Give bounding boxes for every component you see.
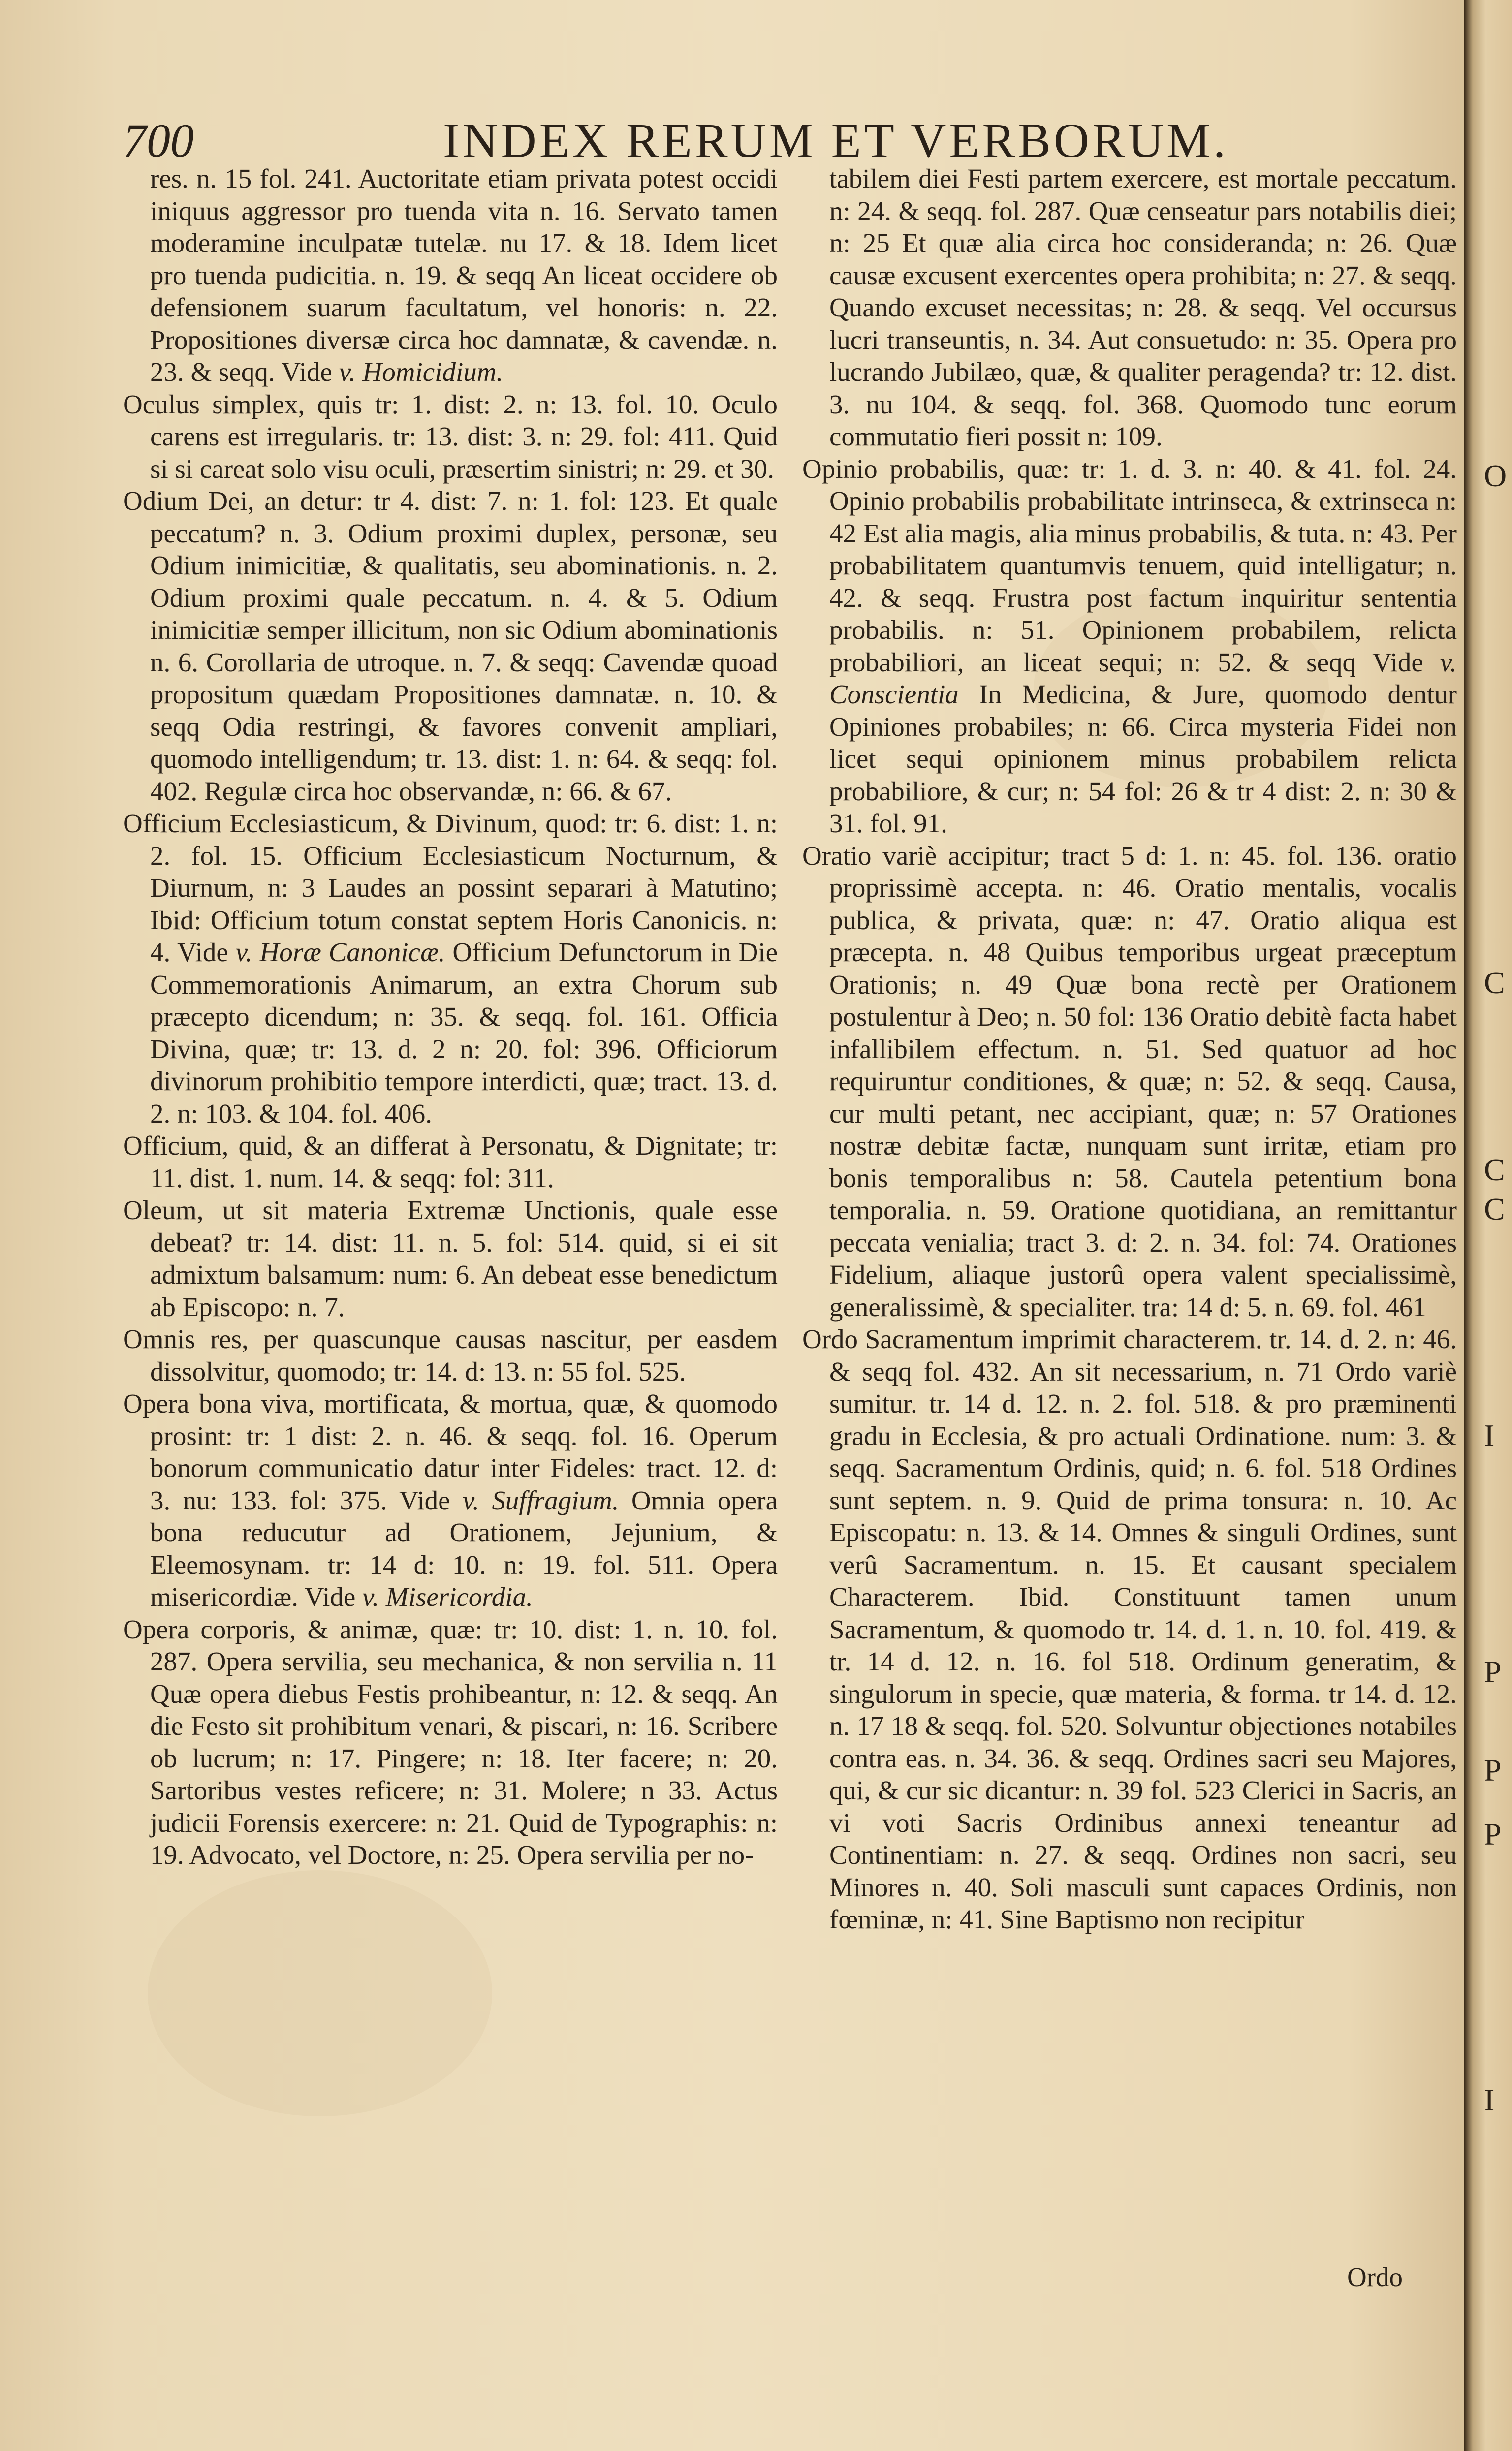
entry-text: res. n. 15 fol. 241. Auctoritate etiam privata potest occidi iniquus aggressor pro tuenda vita n. 16. Servato tamen moderamine inculpatæ tutelæ. nu 17. & 18. Idem licet pro tuenda pudicitia. n. 19. & seqq An liceat occidere ob defensionem suarum facultatum, vel honoris: n. 22. Propositiones diversæ circa hoc damnatæ, & cavendæ. n. 23. & seqq. Vide — [150, 163, 778, 387]
cross-reference: v. Misericordia. — [362, 1582, 533, 1612]
index-entry — [123, 1130, 778, 1194]
facing-page-letter: I — [1484, 1418, 1495, 1453]
entry-text: tabilem diei Festi partem exercere, est mortale peccatum. n: 24. & seqq. fol. 287. Quæ censeatur pars notabilis diei; n: 25 Et quæ alia circa hoc consideranda; n: 26. Quæ causæ excusent exercentes opera prohibita; n: 27. & seqq. Quando excuset necessitas; n: 28. & seqq. Vel occursus lucri transeuntis, n. 34. Aut consuetudo: n: 35. Opera pro lucrando Jubilæo, quæ, & qualiter peragenda? tr: 12. dist. 3. nu 104. & seqq. fol. 368. Quomodo tunc eorum commutatio fieri possit n: 109. — [829, 163, 1457, 451]
catchword: Ordo — [1347, 2262, 1403, 2292]
entry-text: Officium Defunctorum in Die Commemorationis Animarum, an extra Chorum sub præcepto dicendum; n: 35. & seqq. fol. 161. Officia Divina, quæ; tr: 13. d. 2 n: 20. fol: 396. Officiorum divinorum prohibitio tempore interdicti, quæ; tract. 13. d. 2. n: 103. & 104. fol. 406. — [150, 937, 778, 1129]
index-entry — [123, 1194, 778, 1323]
index-entry — [123, 807, 778, 1130]
index-entry — [802, 453, 1457, 840]
index-entry — [802, 1323, 1457, 1936]
facing-page-edge — [1464, 0, 1512, 2451]
entry-text: Officium, quid, & an differat à Personatu, & Dignitate; tr: 11. dist. 1. num. 14. & seqq: fol: 311. — [123, 1131, 778, 1193]
facing-page-letter: C — [1484, 1152, 1505, 1187]
cross-reference: v. Homicidium. — [339, 357, 504, 387]
facing-page-letter: I — [1484, 2082, 1495, 2117]
facing-page-letter: P — [1484, 1654, 1502, 1689]
index-entry — [802, 840, 1457, 1323]
running-head: INDEX RERUM ET VERBORUM. — [443, 113, 1228, 168]
facing-page-letter: O — [1484, 458, 1507, 493]
facing-page-letter: C — [1484, 1192, 1505, 1226]
entry-text: Officium Ecclesiasticum, & Divinum, quod: tr: 6. dist: 1. n: 2. fol. 15. Officium Ecclesiasticum Nocturnum, & Diurnum, n: 3 Laudes an possint separari à Matutino; Ibid: Officium totum constat septem Horis Canonicis. n: 4. Vide — [123, 808, 778, 967]
entry-text: Omnis res, per quascunque causas nascitur, per easdem dissolvitur, quomodo; tr: 14. d: 13. n: 55 fol. 525. — [123, 1324, 778, 1386]
index-entry — [123, 162, 778, 388]
entry-text: In Medicina, & Jure, quomodo dentur Opiniones probabiles; n: 66. Circa mysteria Fidei non licet sequi opinionem minus probabilem relicta probabiliore, & cur; n: 54 fol: 26 & tr 4 dist: 2. n: 30 & 31. fol. 91. — [829, 679, 1457, 838]
entry-text: Opinio probabilis, quæ: tr: 1. d. 3. n: 40. & 41. fol. 24. Opinio probabilis probabilitate intrinseca, & extrinseca n: 42 Est alia magis, alia minus probabilis, & tuta. n: 43. Per probabilitatem quantumvis tenuem, quid intelligatur; n. 42. & seqq. Frustra post factum inquiritur sententia probabilis. n: 51. Opinionem probabilem, relicta probabiliori, an liceat sequi; n: 52. & seqq Vide — [802, 453, 1457, 677]
facing-page-letter: P — [1484, 1817, 1502, 1852]
left-column — [123, 162, 778, 1871]
index-entry — [123, 485, 778, 807]
entry-text: Opera bona viva, mortificata, & mortua, quæ, & quomodo prosint: tr: 1 dist: 2. n. 46. & seqq. fol. 16. Operum bonorum communicatio datur inter Fideles: tract. 12. d: 3. nu: 133. fol: 375. Vide — [123, 1388, 778, 1515]
facing-page-letter: C — [1484, 965, 1505, 1000]
index-entry — [123, 1387, 778, 1613]
entry-text: Oratio variè accipitur; tract 5 d: 1. n: 45. fol. 136. oratio proprissimè accepta. n: 46. Oratio mentalis, vocalis publica, & privata, quæ: n: 47. Oratio aliqua est præcepta. n. 48 Quibus temporibus urgeat præceptum Orationis; n. 49 Quæ bona rectè per Orationem postulentur à Deo; n. 50 fol: 136 Oratio debitè facta habet infallibilem effectum. n. 51. Sed quatuor ad hoc requiruntur conditiones, & quæ; n: 52. & seqq. Causa, cur multi petant, nec accipiant, quæ; n: 57 Orationes nostræ debitæ factæ, nunquam sunt irritæ, etiam pro bonis temporalibus n: 58. Cautela petentium bona temporalia. n. 59. Oratione quotidiana, an remittantur peccata venialia; tract 3. d: 2. n. 34. fol: 74. Orationes Fidelium, aliaque justorû opera valent specialissimè, generalissimè, & specialiter. tra: 14 d: 5. n. 69. fol. 461 — [802, 840, 1457, 1322]
entry-text: Oleum, ut sit materia Extremæ Unctionis, quale esse debeat? tr: 14. dist: 11. n. 5. fol: 514. quid, si ei sit admixtum balsamum: num: 6. An debeat esse benedictum ab Episcopo: n. 7. — [123, 1195, 778, 1322]
page-number: 700 — [123, 114, 194, 167]
entry-text: Opera corporis, & animæ, quæ: tr: 10. dist: 1. n. 10. fol. 287. Opera servilia, seu mechanica, & non servilia n. 11 Quæ opera diebus Festis prohibeantur, n: 12. & seqq. An die Festo sit prohibitum venari, & piscari, n: 16. Scribere ob lucrum; n: 17. Pingere; n: 18. Iter facere; n: 20. Sartoribus vestes reficere; n: 31. Molere; n 33. Actus judicii Forensis exercere: n: 21. Quid de Typographis: n: 19. Advocato, vel Doctore, n: 25. Opera servilia per no- — [123, 1614, 778, 1870]
entry-text: Ordo Sacramentum imprimit characterem. tr. 14. d. 2. n: 46. & seqq fol. 432. An sit necessarium, n. 71 Ordo variè sumitur. tr. 14 d. 12. n. 2. fol. 518. & pro præminenti gradu in Ecclesia, & pro actuali Ordinatione. num: 3. & seqq. Sacramentum Ordinis, quid; n. 6. fol. 518 Ordines sunt septem. n. 9. Quid de prima tonsura: n. 10. Ac Episcopatu: n. 13. & 14. Omnes & singuli Ordines, sunt verû Sacramentum. n. 15. Et causant specialem Characterem. Ibid. Constituunt tamen unum Sacramentum, & quomodo tr. 14. d. 1. n. 10. fol. 419. & tr. 14 d. 12. n. 16. fol 518. Ordinum generatim, & singulorum in specie, quæ materia, & forma. tr 14. d. 12. n. 17 18 & seqq. fol. 520. Solvuntur objectiones notabiles contra eas. n. 34. 36. & seqq. Ordines sacri seu Majores, qui, & cur sic dicantur: n. 39 fol. 523 Clerici in Sacris, an vi voti Sacris Ordinibus annexi teneantur ad Continentiam: n. 27. & seqq. Ordines non sacri, seu Minores n. 40. Soli masculi sunt capaces Ordinis, non fœminæ, n: 41. Sine Baptismo non recipitur — [802, 1324, 1457, 1934]
facing-page-letter: P — [1484, 1753, 1502, 1788]
index-entry — [123, 388, 778, 485]
entry-text: Odium Dei, an detur: tr 4. dist: 7. n: 1. fol: 123. Et quale peccatum? n. 3. Odium proximi duplex, personæ, seu Odium inimicitiæ, & qualitatis, seu abominationis. n. 2. Odium proximi quale peccatum. n. 4. & 5. Odium inimicitiæ semper illicitum, non sic Odium abominationis n. 6. Corollaria de utroque. n. 7. & seqq: Cavendæ quoad propositum quædam Propositiones damnatæ. n. 10. & seqq Odia restringi, & favores convenit ampliari, quomodo intelligendum; tr. 13. dist: 1. n: 64. & seqq: fol. 402. Regulæ circa hoc observandæ, n: 66. & 67. — [123, 486, 778, 806]
paper-stain — [148, 1870, 492, 2116]
cross-reference: v. Conscientia — [829, 647, 1457, 709]
entry-text: Oculus simplex, quis tr: 1. dist: 2. n: 13. fol. 10. Oculo carens est irregularis. tr: 13. dist: 3. n: 29. fol: 411. Quid si si careat solo visu oculi, præsertim sinistri; n: 29. et 30. — [123, 389, 778, 484]
cross-reference: v. Horæ Canonicæ. — [235, 937, 445, 967]
index-entry — [802, 162, 1457, 453]
index-entry — [123, 1323, 778, 1387]
index-entry — [123, 1613, 778, 1871]
entry-text: Omnia opera bona reducutur ad Orationem, Jejunium, & Eleemosynam. tr: 14 d: 10. n: 19. fol. 511. Opera misericordiæ. Vide — [150, 1485, 778, 1612]
right-column — [802, 162, 1457, 1936]
cross-reference: v. Suffragium. — [462, 1485, 619, 1515]
